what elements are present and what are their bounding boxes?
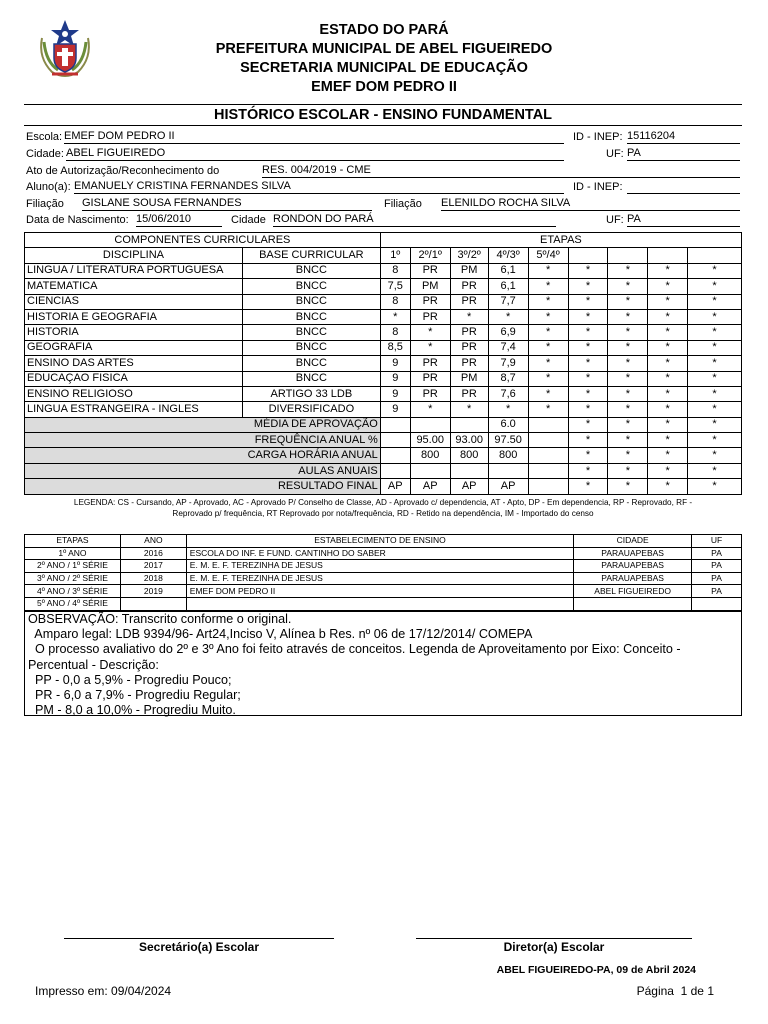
etapa-col-header	[648, 248, 688, 263]
schools-table	[24, 534, 742, 611]
grade-cell: *	[608, 263, 648, 278]
school-estabelecimento	[186, 597, 573, 610]
summary-cell: 97.50	[488, 433, 528, 448]
legend	[24, 497, 742, 519]
observacao-line: PP - 0,0 a 5,9% - Progrediu Pouco;	[28, 672, 232, 687]
school-title: EMEF DOM PEDRO II	[311, 79, 457, 95]
summary-cell	[410, 417, 450, 432]
school-header-cidade: CIDADE	[574, 535, 692, 548]
legend-line-1: LEGENDA: CS - Cursando, AP - Aprovado, AC - Aprovado P/ Conselho de Classe, AD - Aprovado c/ dependencia, AT - Apto, DP - Em dependencia, RP - Reprovado, RF -	[73, 498, 693, 507]
grade-cell: 8	[380, 325, 410, 340]
summary-cell: *	[648, 463, 688, 478]
grade-cell: PM	[450, 371, 488, 386]
grade-cell: 7,5	[380, 279, 410, 294]
summary-label: CARGA HORÁRIA ANUAL	[25, 448, 381, 463]
grade-cell: *	[688, 386, 742, 401]
observacao-line: PR - 6,0 a 7,9% - Progrediu Regular;	[28, 688, 241, 703]
summary-cell	[380, 463, 410, 478]
grade-cell: 9	[380, 386, 410, 401]
grade-cell: *	[568, 263, 608, 278]
school-etapa: 2º ANO / 1º SÉRIE	[25, 560, 121, 573]
aluno-inep-label: ID - INEP:	[573, 181, 623, 193]
summary-cell: *	[608, 448, 648, 463]
grade-cell: PR	[450, 325, 488, 340]
grade-cell: *	[648, 402, 688, 417]
nascimento-cidade-value: RONDON DO PARÁ	[273, 213, 556, 227]
school-row	[25, 560, 742, 573]
grade-cell: 8	[380, 263, 410, 278]
grade-cell: PR	[450, 340, 488, 355]
disciplina-cell: LINGUA ESTRANGEIRA - INGLES	[25, 402, 243, 417]
summary-cell: *	[648, 433, 688, 448]
etapa-col-header: 2º/1º	[410, 248, 450, 263]
grade-cell: *	[648, 279, 688, 294]
grade-cell: *	[568, 325, 608, 340]
base-cell: BNCC	[242, 279, 380, 294]
summary-cell: *	[648, 448, 688, 463]
school-ano: 2017	[120, 560, 186, 573]
school-header-estabelecimento: ESTABELECIMENTO DE ENSINO	[186, 535, 573, 548]
grade-cell: *	[410, 402, 450, 417]
grade-cell: *	[528, 294, 568, 309]
school-estabelecimento: E. M. E. F. TEREZINHA DE JESUS	[186, 560, 573, 573]
grade-row	[25, 340, 742, 355]
grade-row	[25, 309, 742, 324]
etapa-col-header: 5º/4º	[528, 248, 568, 263]
school-uf: PA	[692, 560, 742, 573]
summary-cell: *	[688, 433, 742, 448]
disciplina-cell: HISTORIA E GEOGRAFIA	[25, 309, 243, 324]
disciplina-cell: GEOGRAFIA	[25, 340, 243, 355]
grade-cell: *	[528, 386, 568, 401]
grade-cell: 6,1	[488, 279, 528, 294]
etapas-header: ETAPAS	[380, 233, 741, 248]
grade-cell: *	[688, 263, 742, 278]
base-cell: BNCC	[242, 371, 380, 386]
filiacao2-label: Filiação	[384, 198, 422, 210]
grade-row	[25, 371, 742, 386]
printed-date: Impresso em: 09/04/2024	[35, 984, 172, 998]
secretario-signature-line	[64, 938, 334, 939]
observacao-line: OBSERVAÇÃO: Transcrito conforme o original.	[28, 612, 292, 626]
summary-cell: AP	[488, 479, 528, 494]
school-uf	[692, 597, 742, 610]
school-estabelecimento: ESCOLA DO INF. E FUND. CANTINHO DO SABER	[186, 547, 573, 560]
summary-cell	[488, 463, 528, 478]
observacao-line: Amparo legal: LDB 9394/96- Art24,Inciso V, Alínea b Res. nº 06 de 17/12/2014/ COMEPA	[28, 627, 533, 642]
summary-cell	[410, 463, 450, 478]
grade-cell: 8,7	[488, 371, 528, 386]
school-ano	[120, 597, 186, 610]
grade-cell: *	[528, 263, 568, 278]
prefecture-title: PREFEITURA MUNICIPAL DE ABEL FIGUEIREDO	[215, 41, 553, 57]
base-header: BASE CURRICULAR	[242, 248, 380, 263]
school-header-ano: ANO	[120, 535, 186, 548]
summary-cell	[528, 463, 568, 478]
grade-cell: PR	[450, 356, 488, 371]
grade-cell: *	[688, 325, 742, 340]
aluno-label: Aluno(a):	[26, 181, 71, 193]
grade-cell: *	[488, 309, 528, 324]
summary-cell: 800	[450, 448, 488, 463]
base-cell: BNCC	[242, 325, 380, 340]
grade-cell: *	[648, 356, 688, 371]
grade-cell: *	[380, 309, 410, 324]
disciplina-cell: ENSINO RELIGIOSO	[25, 386, 243, 401]
grade-cell: *	[608, 325, 648, 340]
school-row	[25, 547, 742, 560]
grade-cell: PM	[450, 263, 488, 278]
grade-cell: *	[648, 325, 688, 340]
grade-cell: *	[450, 309, 488, 324]
grade-cell: 7,4	[488, 340, 528, 355]
observacao-box	[24, 611, 742, 716]
summary-row	[25, 448, 742, 463]
summary-cell: *	[688, 463, 742, 478]
school-cidade	[574, 597, 692, 610]
summary-cell	[380, 448, 410, 463]
base-cell: BNCC	[242, 294, 380, 309]
uf-value: PA	[627, 147, 740, 161]
grade-cell: *	[648, 386, 688, 401]
grade-cell: *	[688, 294, 742, 309]
disciplina-header: DISCIPLINA	[25, 248, 243, 263]
school-etapa: 4º ANO / 3º SÉRIE	[25, 585, 121, 598]
disciplina-cell: CIENCIAS	[25, 294, 243, 309]
summary-cell	[450, 417, 488, 432]
school-etapa: 5º ANO / 4º SÉRIE	[25, 597, 121, 610]
summary-cell	[380, 417, 410, 432]
summary-cell: AP	[410, 479, 450, 494]
summary-cell: *	[608, 433, 648, 448]
school-row	[25, 585, 742, 598]
legend-line-2: Reprovado p/ frequência, RT Reprovado por nota/frequência, RD - Retido na dependência, IM - Importado do censo	[172, 509, 594, 518]
diretor-signature-label: Diretor(a) Escolar	[503, 940, 605, 954]
grade-row	[25, 402, 742, 417]
grade-cell: 7,6	[488, 386, 528, 401]
grade-cell: *	[648, 371, 688, 386]
grade-cell: *	[688, 340, 742, 355]
nascimento-uf-label: UF:	[606, 214, 624, 226]
grade-cell: *	[568, 402, 608, 417]
summary-cell: AP	[450, 479, 488, 494]
aluno-inep-value	[627, 180, 740, 194]
grade-cell: *	[648, 309, 688, 324]
grade-cell: *	[410, 325, 450, 340]
grade-cell: *	[608, 340, 648, 355]
place-date: ABEL FIGUEIREDO-PA, 09 de Abril 2024	[496, 964, 696, 976]
observacao-line: O processo avaliativo do 2º e 3º Ano foi feito através de conceitos. Legenda de Aproveitamento por Eixo: Conceito -	[28, 642, 681, 657]
school-uf: PA	[692, 585, 742, 598]
page-number: Página 1 de 1	[636, 984, 714, 998]
grade-cell: *	[528, 309, 568, 324]
grade-cell: PR	[410, 386, 450, 401]
summary-cell: 6.0	[488, 417, 528, 432]
grade-cell: *	[648, 294, 688, 309]
base-cell: ARTIGO 33 LDB	[242, 386, 380, 401]
grade-row	[25, 356, 742, 371]
cidade-value: ABEL FIGUEIREDO	[66, 147, 564, 161]
grade-cell: *	[648, 340, 688, 355]
summary-cell: *	[648, 479, 688, 494]
grade-cell: PR	[410, 263, 450, 278]
grade-cell: PM	[410, 279, 450, 294]
school-cidade: PARAUAPEBAS	[574, 572, 692, 585]
grade-cell: *	[568, 340, 608, 355]
summary-cell: *	[688, 417, 742, 432]
grade-cell: 6,9	[488, 325, 528, 340]
grade-cell: *	[488, 402, 528, 417]
grade-row	[25, 279, 742, 294]
grade-cell: *	[648, 263, 688, 278]
grade-cell: *	[608, 279, 648, 294]
school-estabelecimento: EMEF DOM PEDRO II	[186, 585, 573, 598]
filiacao2-value: ELENILDO ROCHA SILVA	[441, 197, 740, 211]
etapa-col-header: 3º/2º	[450, 248, 488, 263]
school-row	[25, 597, 742, 610]
summary-cell	[450, 463, 488, 478]
school-cidade: ABEL FIGUEIREDO	[574, 585, 692, 598]
etapa-col-header	[608, 248, 648, 263]
disciplina-cell: LINGUA / LITERATURA PORTUGUESA	[25, 263, 243, 278]
grade-cell: 9	[380, 356, 410, 371]
etapa-col-header	[568, 248, 608, 263]
grade-cell: 7,7	[488, 294, 528, 309]
summary-cell: *	[608, 479, 648, 494]
grade-row	[25, 325, 742, 340]
grade-cell: PR	[410, 371, 450, 386]
grade-cell: *	[528, 279, 568, 294]
summary-cell: 800	[410, 448, 450, 463]
secretario-signature-label: Secretário(a) Escolar	[138, 940, 260, 954]
aluno-value: EMANUELY CRISTINA FERNANDES SILVA	[74, 180, 564, 194]
grade-cell: 7,9	[488, 356, 528, 371]
school-row	[25, 572, 742, 585]
cidade-label: Cidade:	[26, 148, 64, 160]
grade-row	[25, 263, 742, 278]
diretor-signature-line	[416, 938, 692, 939]
nascimento-cidade-label: Cidade	[231, 214, 266, 226]
disciplina-cell: ENSINO DAS ARTES	[25, 356, 243, 371]
grade-cell: *	[568, 371, 608, 386]
grade-cell: *	[688, 402, 742, 417]
summary-cell: *	[568, 463, 608, 478]
nascimento-value: 15/06/2010	[136, 213, 222, 227]
grade-cell: *	[528, 325, 568, 340]
grade-cell: PR	[450, 386, 488, 401]
base-cell: BNCC	[242, 263, 380, 278]
school-header-etapas: ETAPAS	[25, 535, 121, 548]
base-cell: BNCC	[242, 340, 380, 355]
ato-label: Ato de Autorização/Reconhecimento do	[26, 165, 220, 177]
summary-cell: *	[568, 433, 608, 448]
etapa-col-header: 1º	[380, 248, 410, 263]
grade-cell: 9	[380, 371, 410, 386]
school-estabelecimento: E. M. E. F. TEREZINHA DE JESUS	[186, 572, 573, 585]
state-title: ESTADO DO PARÁ	[319, 22, 449, 38]
id-inep-label: ID - INEP:	[573, 131, 623, 143]
grade-cell: *	[528, 402, 568, 417]
grade-cell: *	[528, 371, 568, 386]
grade-cell: *	[688, 356, 742, 371]
grade-row	[25, 294, 742, 309]
grade-cell: PR	[450, 294, 488, 309]
escola-label: Escola:	[26, 131, 63, 143]
grade-cell: 8	[380, 294, 410, 309]
summary-cell: *	[568, 448, 608, 463]
grade-cell: *	[608, 371, 648, 386]
base-cell: BNCC	[242, 309, 380, 324]
grade-cell: *	[688, 371, 742, 386]
grade-cell: *	[410, 340, 450, 355]
summary-cell	[528, 448, 568, 463]
summary-cell: *	[608, 417, 648, 432]
grade-cell: PR	[450, 279, 488, 294]
summary-cell: *	[688, 479, 742, 494]
etapa-col-header	[688, 248, 742, 263]
secretary-title: SECRETARIA MUNICIPAL DE EDUCAÇÃO	[240, 60, 528, 76]
school-uf: PA	[692, 572, 742, 585]
summary-cell: *	[608, 463, 648, 478]
componentes-header: COMPONENTES CURRICULARES	[25, 233, 381, 248]
grade-cell: PR	[410, 356, 450, 371]
school-uf: PA	[692, 547, 742, 560]
nascimento-label: Data de Nascimento:	[26, 214, 129, 226]
summary-cell	[528, 479, 568, 494]
escola-value: EMEF DOM PEDRO II	[64, 130, 564, 144]
summary-cell	[528, 417, 568, 432]
grade-cell: *	[608, 402, 648, 417]
summary-cell	[380, 433, 410, 448]
school-ano: 2018	[120, 572, 186, 585]
etapa-col-header: 4º/3º	[488, 248, 528, 263]
grade-cell: *	[528, 340, 568, 355]
summary-label: RESULTADO FINAL	[25, 479, 381, 494]
grades-table	[24, 232, 742, 495]
grade-cell: 6,1	[488, 263, 528, 278]
summary-cell	[528, 433, 568, 448]
grade-cell: *	[608, 294, 648, 309]
grade-cell: PR	[410, 309, 450, 324]
school-ano: 2019	[120, 585, 186, 598]
document-title: HISTÓRICO ESCOLAR - ENSINO FUNDAMENTAL	[24, 104, 742, 126]
school-cidade: PARAUAPEBAS	[574, 560, 692, 573]
summary-cell: *	[648, 417, 688, 432]
grade-cell: PR	[410, 294, 450, 309]
observacao-line: PM - 8,0 a 10,0% - Progrediu Muito.	[28, 703, 236, 718]
filiacao1-label: Filiação	[26, 198, 64, 210]
summary-cell: *	[568, 417, 608, 432]
nascimento-uf-value: PA	[627, 213, 740, 227]
grade-cell: *	[450, 402, 488, 417]
id-inep-value: 15116204	[627, 130, 740, 144]
grade-cell: *	[528, 356, 568, 371]
summary-cell: AP	[380, 479, 410, 494]
summary-row	[25, 479, 742, 494]
summary-cell: 95.00	[410, 433, 450, 448]
grade-cell: *	[608, 309, 648, 324]
ato-value: RES. 004/2019 - CME	[262, 164, 740, 178]
grade-row	[25, 386, 742, 401]
summary-cell: *	[688, 448, 742, 463]
grade-cell: 8,5	[380, 340, 410, 355]
base-cell: DIVERSIFICADO	[242, 402, 380, 417]
disciplina-cell: MATEMATICA	[25, 279, 243, 294]
grade-cell: *	[688, 279, 742, 294]
uf-label: UF:	[606, 148, 624, 160]
summary-row	[25, 463, 742, 478]
base-cell: BNCC	[242, 356, 380, 371]
grade-cell: *	[568, 309, 608, 324]
grade-cell: 9	[380, 402, 410, 417]
summary-label: MÉDIA DE APROVAÇÃO	[25, 417, 381, 432]
summary-cell: 800	[488, 448, 528, 463]
observacao-line: Percentual - Descrição:	[28, 657, 159, 672]
grade-cell: *	[608, 386, 648, 401]
school-cidade: PARAUAPEBAS	[574, 547, 692, 560]
summary-cell: 93.00	[450, 433, 488, 448]
summary-row	[25, 433, 742, 448]
summary-cell: *	[568, 479, 608, 494]
summary-label: FREQUÊNCIA ANUAL %	[25, 433, 381, 448]
grade-cell: *	[688, 309, 742, 324]
summary-row	[25, 417, 742, 432]
grade-cell: *	[568, 294, 608, 309]
school-etapa: 3º ANO / 2º SÉRIE	[25, 572, 121, 585]
grade-cell: *	[568, 279, 608, 294]
school-ano: 2016	[120, 547, 186, 560]
filiacao1-value: GISLANE SOUSA FERNANDES	[82, 197, 372, 211]
grade-cell: *	[568, 356, 608, 371]
summary-label: AULAS ANUAIS	[25, 463, 381, 478]
grade-cell: *	[568, 386, 608, 401]
disciplina-cell: HISTORIA	[25, 325, 243, 340]
disciplina-cell: EDUCAÇAO FISICA	[25, 371, 243, 386]
school-etapa: 1º ANO	[25, 547, 121, 560]
grade-cell: *	[608, 356, 648, 371]
school-header-uf: UF	[692, 535, 742, 548]
